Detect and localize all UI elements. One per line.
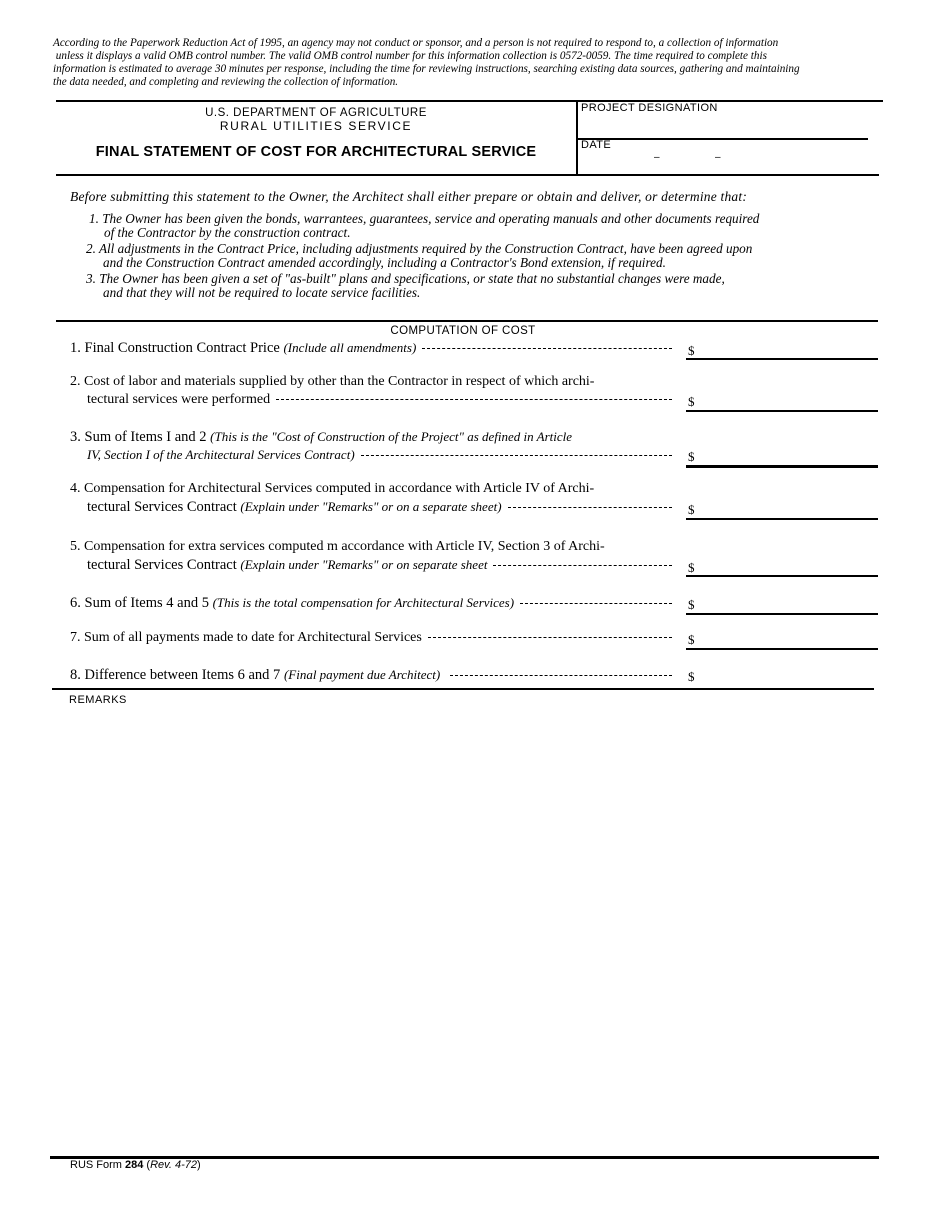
condition-2-line-1: 2. All adjustments in the Contract Price, including adjustments required by the Construction Contract, have been agreed upon <box>86 241 753 256</box>
item-2-line-2: tectural services were performed <box>87 392 271 407</box>
paperwork-notice <box>53 37 888 89</box>
header-bottom-rule <box>56 174 879 176</box>
condition-2-line-2: and the Construction Contract amended accordingly, including a Contractor's Bond extension, if required. <box>103 255 666 270</box>
item-7-dollar: $ <box>688 632 695 647</box>
item-3 <box>70 429 672 463</box>
agency-department: U.S. DEPARTMENT OF AGRICULTURE <box>205 107 427 119</box>
computation-top-rule <box>56 320 878 322</box>
leader-dots <box>493 565 672 566</box>
item-5 <box>70 539 672 574</box>
item-5-line-1: 5. Compensation for extra services computed m accordance with Article IV, Section 3 of Archi- <box>70 539 605 554</box>
condition-3-line-2: and that they will not be required to locate service facilities. <box>103 285 421 300</box>
remarks-area[interactable] <box>60 710 875 1150</box>
remarks-top-rule <box>52 688 874 690</box>
item-5-amount-field[interactable] <box>686 575 878 577</box>
form-number-prefix: RUS Form <box>70 1159 125 1171</box>
item-5-dollar: $ <box>688 560 695 575</box>
item-7-amount-field[interactable] <box>686 648 878 650</box>
condition-3-line-1: 3. The Owner has been given a set of "as-built" plans and specifications, or state that no substantial changes were made, <box>86 271 725 286</box>
notice-line-3: information is estimated to average 30 minutes per response, including the time for reviewing instructions, searching existing data sources, gathering and maintaining <box>53 63 800 75</box>
item-4-line-1: 4. Compensation for Architectural Services computed in accordance with Article IV of Archi- <box>70 481 595 496</box>
form-revision: Rev. 4-72 <box>150 1159 197 1171</box>
leader-dots <box>520 603 672 604</box>
remarks-label: REMARKS <box>69 694 127 706</box>
item-8-text: 8. Difference between Items 6 and 7 <box>70 667 284 683</box>
leader-dots <box>422 348 672 349</box>
item-1-amount-field[interactable] <box>686 358 878 360</box>
item-1-text: 1. Final Construction Contract Price <box>70 340 284 356</box>
header-top-rule <box>56 100 883 102</box>
item-3-text: 3. Sum of Items I and 2 <box>70 429 211 445</box>
intro-text: Before submitting this statement to the Owner, the Architect shall either prepare or obtain and deliver, or determine that: <box>70 189 748 204</box>
item-2-dollar: $ <box>688 394 695 409</box>
leader-dots <box>276 399 672 400</box>
item-1-note: (Include all amendments) <box>283 340 417 355</box>
item-2-line-1: 2. Cost of labor and materials supplied by other than the Contractor in respect of which archi- <box>70 374 595 389</box>
project-date-divider <box>577 138 868 140</box>
item-4-note: (Explain under "Remarks" or on a separate sheet) <box>240 499 502 514</box>
project-designation-label: PROJECT DESIGNATION <box>581 102 718 114</box>
item-1 <box>70 340 672 357</box>
item-7 <box>70 630 672 646</box>
item-4-line-2: tectural Services Contract <box>87 499 241 515</box>
item-4 <box>70 481 672 516</box>
item-8-dollar: $ <box>688 669 695 684</box>
item-7-text: 7. Sum of all payments made to date for Architectural Services <box>70 630 422 645</box>
item-6-amount-field[interactable] <box>686 613 878 615</box>
item-5-note: (Explain under "Remarks" or on separate sheet <box>240 557 488 572</box>
item-4-amount-field[interactable] <box>686 518 878 520</box>
item-2 <box>70 374 672 408</box>
date-separator-2: – <box>715 152 721 163</box>
item-3-note-1: (This is the "Cost of Construction of the Project" as defined in Article <box>210 429 573 444</box>
item-6-dollar: $ <box>688 597 695 612</box>
leader-dots <box>450 675 672 676</box>
condition-1-line-2: of the Contractor by the construction contract. <box>104 225 351 240</box>
item-1-dollar: $ <box>688 343 695 358</box>
condition-1 <box>86 212 876 240</box>
date-field[interactable] <box>580 152 866 172</box>
item-5-line-2: tectural Services Contract <box>87 557 241 573</box>
item-4-dollar: $ <box>688 502 695 517</box>
item-6-note: (This is the total compensation for Architectural Services) <box>212 595 515 610</box>
leader-dots <box>361 455 672 456</box>
item-2-amount-field[interactable] <box>686 410 878 412</box>
item-3-dollar: $ <box>688 449 695 464</box>
condition-3 <box>86 272 876 300</box>
notice-line-4: the data needed, and completing and reviewing the collection of information. <box>53 76 399 88</box>
item-6 <box>70 595 672 612</box>
form-number: RUS Form 284 (Rev. 4-72) <box>70 1159 201 1171</box>
item-8 <box>70 667 672 684</box>
item-8-note: (Final payment due Architect) <box>283 667 441 682</box>
item-3-note-2: IV, Section I of the Architectural Services Contract) <box>87 447 355 462</box>
date-separator-1: – <box>654 152 660 163</box>
condition-2 <box>86 242 876 270</box>
notice-line-2: unless it displays a valid OMB control number. The valid OMB control number for this information collection is 0572-0059. The time required to complete this <box>53 50 767 62</box>
computation-title: COMPUTATION OF COST <box>390 325 536 337</box>
leader-dots <box>428 637 672 638</box>
leader-dots <box>508 507 672 508</box>
project-designation-field[interactable] <box>580 116 866 136</box>
condition-1-line-1: 1. The Owner has been given the bonds, warrantees, guarantees, service and operating manuals and other documents required <box>89 211 760 226</box>
item-3-amount-field[interactable] <box>686 465 878 468</box>
agency-service: RURAL UTILITIES SERVICE <box>219 119 413 133</box>
item-6-text: 6. Sum of Items 4 and 5 <box>70 595 213 611</box>
form-number-value: 284 <box>125 1159 144 1171</box>
form-title: FINAL STATEMENT OF COST FOR ARCHITECTURAL SERVICE <box>95 144 537 160</box>
date-label: DATE <box>581 139 612 151</box>
notice-line-1: According to the Paperwork Reduction Act of 1995, an agency may not conduct or sponsor, and a person is not required to respond to, a collection of information <box>53 37 779 49</box>
